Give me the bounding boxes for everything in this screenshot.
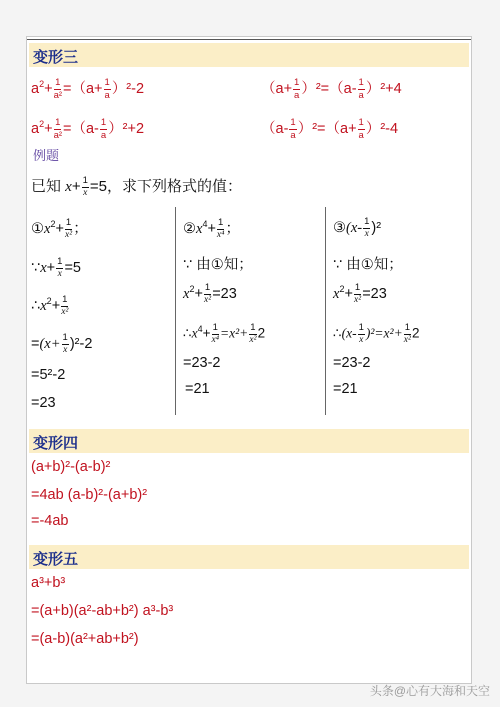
top-rule (27, 39, 471, 40)
watermark: 头条@心有大海和天空 (369, 684, 490, 698)
column-divider-2 (325, 207, 326, 415)
column-divider-1 (175, 207, 176, 415)
fraction: $\frac{1}{a}$ (358, 77, 364, 101)
section-title-3: 变形三 (33, 49, 79, 66)
section-title-4: 变形四 (33, 435, 79, 452)
fraction: $\frac{1}{\text{x²}}$ (204, 282, 212, 305)
col2-heading: $②x^4+$ $\frac{1}{\text{x⁴}}$ ； (183, 217, 240, 240)
section-title-5: 变形五 (33, 551, 79, 568)
section-band-5 (29, 545, 469, 569)
formula-3-3: $a^2+$ $\frac{1}{\text{a²}}$ =（a- $\frac{1}{a}$ ）²+2 (31, 117, 145, 141)
fraction: $\frac{1}{a}$ (358, 117, 364, 141)
col3-line4: ∴(x- $\frac{1}{x}$ )²=x²+ $\frac{1}{\text{x²}}$ 2 (333, 322, 420, 345)
section-band-3 (29, 43, 469, 67)
col2-line3: $x^2+$ $\frac{1}{\text{x²}}$ =23 (183, 282, 237, 305)
section-band-4 (29, 429, 469, 453)
col2-line4: $\therefore x^4+$ $\frac{1}{\text{x⁴}}$ =x²+ $\frac{1}{\text{x²}}$ 2 (183, 322, 266, 345)
fraction: $\frac{1}{\text{a²}}$ (53, 117, 63, 141)
col3-line6: =21 (333, 381, 358, 397)
col1-line4: =(x+ $\frac{1}{x}$ )²-2 (31, 332, 93, 355)
col1-line5: =5²-2 (31, 367, 66, 383)
section5-line3: =(a-b)(a²+ab+b²) (31, 631, 139, 647)
section4-line3: =-4ab (31, 513, 69, 529)
formula-3-4: （a- $\frac{1}{a}$ ）²=（a+ $\frac{1}{a}$ ）²-4 (261, 117, 399, 141)
col1-line6: =23 (31, 395, 56, 411)
fraction: $\frac{1}{a}$ (294, 77, 300, 101)
col1-line3: $\therefore x^2+$ $\frac{1}{\text{x²}}$ (31, 294, 69, 317)
fraction: $\frac{1}{\text{x⁴}}$ (216, 217, 225, 240)
col3-line5: =23-2 (333, 355, 371, 371)
fraction: $\frac{1}{\text{x²}}$ (403, 322, 411, 345)
col2-line5: =23-2 (183, 355, 221, 371)
fraction: $\frac{1}{a}$ (104, 77, 110, 101)
fraction: $\frac{1}{x}$ (358, 322, 364, 345)
col1-heading: $①x^2+$ $\frac{1}{\text{x²}}$ ； (31, 217, 88, 240)
col2-line6: =21 (185, 381, 210, 397)
col3-heading: ③(x- $\frac{1}{x}$ )² (333, 216, 382, 239)
section4-line1: (a+b)²-(a-b)² (31, 459, 111, 475)
fraction: $\frac{1}{a}$ (100, 117, 107, 141)
section5-line2: =(a+b)(a²-ab+b²) a³-b³ (31, 603, 174, 619)
fraction: $\frac{1}{x}$ (57, 256, 63, 279)
fraction: $\frac{1}{\text{a²}}$ (53, 77, 63, 101)
col2-line2: ∵ 由①知； (183, 257, 253, 273)
section5-line1: a³+b³ (31, 575, 66, 591)
fraction: $\frac{1}{x}$ (82, 175, 88, 198)
col3-line3: $x^2+$ $\frac{1}{\text{x²}}$ =23 (333, 282, 387, 305)
example-label: 例题 (33, 148, 60, 163)
formula-3-2: （a+ $\frac{1}{a}$ ）²=（a- $\frac{1}{a}$ ）²+4 (261, 77, 402, 101)
problem-statement: 已知 x+ $\frac{1}{x}$ =5，求下列格式的值： (31, 175, 243, 198)
fraction: $\frac{1}{\text{x²}}$ (249, 322, 257, 345)
col3-line2: ∵ 由①知； (333, 257, 403, 273)
col1-line2: ∵x+ $\frac{1}{x}$ =5 (31, 256, 81, 279)
formula-3-1: $a^2+$ $\frac{1}{\text{a²}}$ =（a+ $\frac{1}{a}$ ）²-2 (31, 77, 145, 101)
fraction: $\frac{1}{\text{x²}}$ (354, 282, 362, 305)
fraction: $\frac{1}{\text{x⁴}}$ (211, 322, 220, 345)
fraction: $\frac{1}{x}$ (364, 216, 370, 239)
fraction: $\frac{1}{\text{x²}}$ (65, 217, 73, 240)
fraction: $\frac{1}{\text{x²}}$ (61, 294, 69, 317)
fraction: $\frac{1}{a}$ (290, 117, 296, 141)
fraction: $\frac{1}{x}$ (62, 332, 68, 355)
section4-line2: =4ab (a-b)²-(a+b)² (31, 487, 148, 503)
document-page (26, 36, 472, 684)
